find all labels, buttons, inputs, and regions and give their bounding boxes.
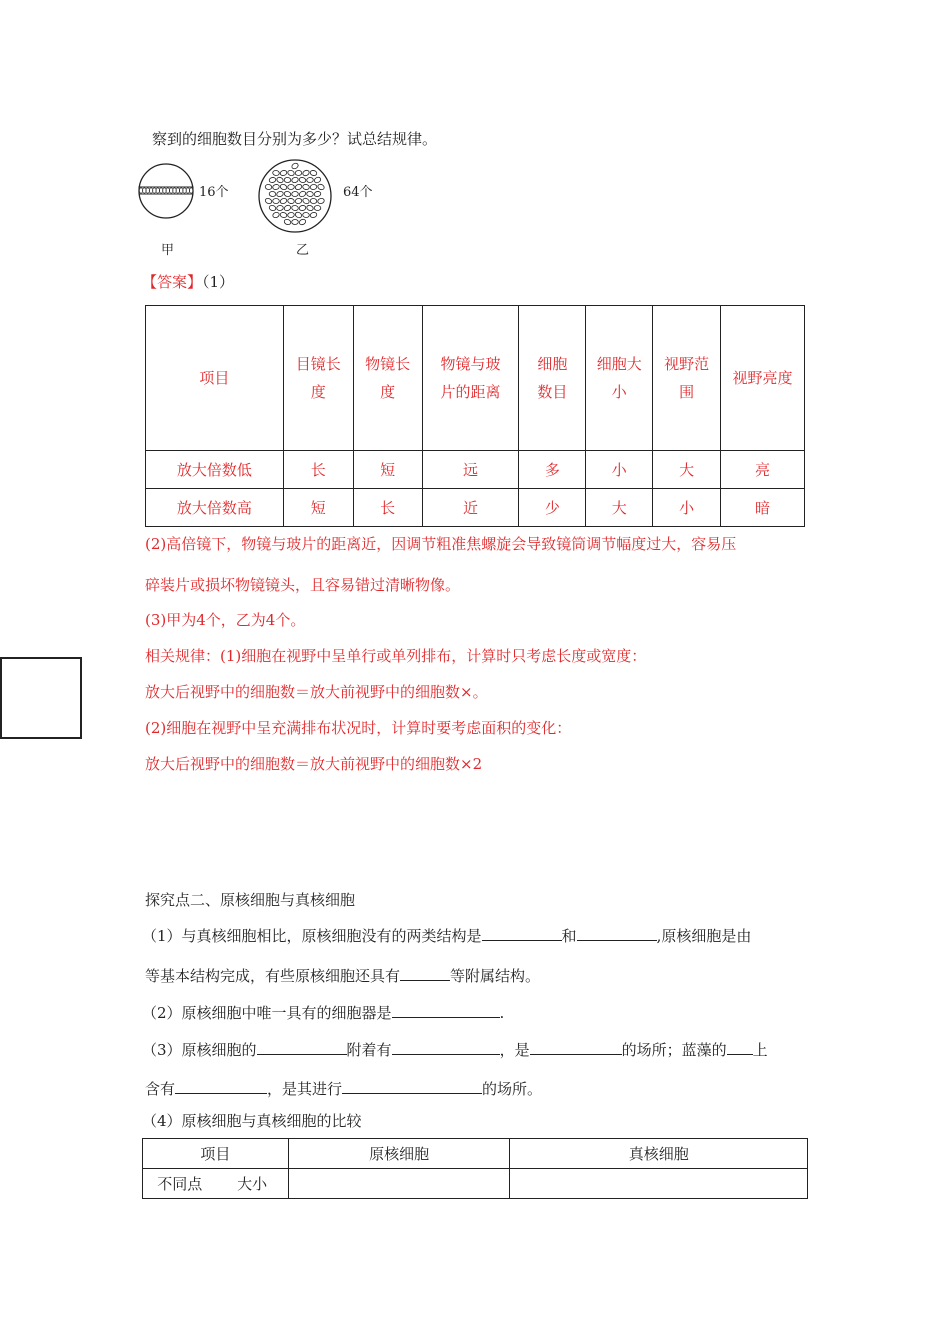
- yi-cell: [310, 170, 317, 176]
- table-cell: 小: [586, 451, 653, 489]
- table-cell: 暗: [721, 489, 805, 527]
- answer-label: 【答案】: [142, 273, 203, 291]
- rule-line2: (2)细胞在视野中呈充满排布状况时，计算时要考虑面积的变化：: [145, 719, 572, 737]
- yi-cell: [298, 218, 306, 225]
- table-cell: 大: [653, 451, 721, 489]
- table-cell: 长: [283, 451, 353, 489]
- question3-line2: [145, 1078, 542, 1099]
- yi-cell: [269, 205, 277, 212]
- yi-cell: [317, 183, 325, 190]
- q1-text-e: 等附属结构。: [450, 967, 541, 985]
- q2-text-b: .: [499, 1004, 505, 1022]
- q3-text-h: 的场所。: [482, 1080, 543, 1098]
- header-text: 小: [611, 383, 627, 401]
- table-header-cell: [586, 306, 653, 451]
- yi-cell: [284, 219, 292, 226]
- header-text: 围: [679, 383, 695, 401]
- yi-cell: [306, 191, 313, 197]
- rule-line2b: 放大后视野中的细胞数＝放大前视野中的细胞数×2: [145, 755, 483, 773]
- yi-cell: [295, 170, 302, 175]
- yi-cell: [265, 184, 272, 190]
- header-text: 度: [310, 383, 326, 401]
- yi-cell: [291, 177, 299, 184]
- q1-text-a: （1）与真核细胞相比，原核细胞没有的两类结构是: [142, 927, 482, 945]
- yi-cell: [310, 184, 317, 190]
- q3-text-b: 附着有: [346, 1041, 392, 1059]
- header-text: 物镜长: [365, 355, 411, 373]
- yi-cell: [269, 177, 276, 183]
- jia-label: 甲: [161, 243, 175, 258]
- q1-text-b: 和: [561, 927, 577, 945]
- header-text: 视野亮度: [732, 369, 793, 387]
- yi-cell: [269, 191, 276, 196]
- table-header-cell: [422, 306, 519, 451]
- section2-title: 探究点二、原核细胞与真核细胞: [145, 891, 356, 909]
- table-cell: 多: [519, 451, 586, 489]
- yi-cell: [280, 212, 288, 219]
- q3-text-a: （3）原核细胞的: [142, 1041, 257, 1059]
- yi-cell: [302, 212, 309, 218]
- answer-heading: [142, 271, 234, 292]
- yi-cell: [317, 198, 325, 205]
- yi-cell: [310, 212, 318, 219]
- yi-cell: [273, 199, 280, 204]
- table-header-cell: [653, 306, 721, 451]
- header-text: 目镜长: [295, 355, 341, 373]
- yi-cell: [283, 204, 291, 211]
- answer-blank[interactable]: [175, 1079, 267, 1094]
- rule-line1: 相关规律：(1)细胞在视野中呈单行或单列排布，计算时只考虑长度或宽度：: [145, 647, 647, 665]
- answer-blank[interactable]: [342, 1079, 482, 1094]
- yi-cell: [272, 211, 280, 218]
- yi-count: 64个: [343, 185, 373, 200]
- q1-text-c: ,原核细胞是由: [656, 927, 752, 945]
- q3-text-d: 的场所；蓝藻的: [621, 1041, 727, 1059]
- yi-cell: [284, 191, 292, 198]
- comparison-cell-difference: 不同点: [143, 1169, 217, 1199]
- yi-cell: [279, 197, 287, 204]
- table-cell: 近: [422, 489, 519, 527]
- header-text: 细胞大: [596, 355, 642, 373]
- row-label-cell: 放大倍数低: [146, 451, 284, 489]
- yi-label: 乙: [296, 243, 310, 258]
- jia-count: 16个: [199, 185, 229, 200]
- comparison-header-eukaryote: 真核细胞: [510, 1139, 808, 1169]
- q3-text-g: ，是其进行: [267, 1080, 343, 1098]
- answer-number: （1）: [202, 273, 235, 291]
- table-cell: 长: [353, 489, 422, 527]
- yi-cell: [287, 169, 295, 176]
- yi-cell: [310, 198, 317, 204]
- yi-cell: [280, 183, 288, 190]
- table-cell: 少: [519, 489, 586, 527]
- answer-part2-line2: 碎装片或损坏物镜镜头，且容易错过清晰物像。: [145, 576, 461, 594]
- q2-text-a: （2）原核细胞中唯一具有的细胞器是: [142, 1004, 392, 1022]
- yi-cell: [287, 198, 295, 204]
- answer-blank[interactable]: [530, 1040, 622, 1055]
- table-row: [146, 451, 805, 489]
- yi-cell: [299, 177, 307, 184]
- comparison-cell-prokaryote[interactable]: [288, 1169, 510, 1199]
- q1-text-d: 等基本结构完成，有些原核细胞还具有: [145, 967, 401, 985]
- table-cell: 亮: [721, 451, 805, 489]
- comparison-cell-size: 大小: [216, 1169, 288, 1199]
- table-cell: 短: [283, 489, 353, 527]
- yi-cell: [276, 191, 284, 198]
- yi-cell: [288, 184, 295, 189]
- answer-blank[interactable]: [400, 966, 450, 981]
- table-header-row: [146, 306, 805, 451]
- comparison-cell-eukaryote[interactable]: [510, 1169, 808, 1199]
- answer-blank[interactable]: [482, 926, 562, 941]
- margin-box: [0, 657, 82, 739]
- yi-cell: [313, 176, 321, 184]
- comparison-row: [143, 1169, 808, 1199]
- answer-part2-line1: (2)高倍镜下，物镜与玻片的距离近，因调节粗准焦螺旋会导致镜筒调节幅度过大，容易压: [145, 535, 737, 553]
- yi-cell: [294, 183, 302, 190]
- yi-cell: [291, 191, 298, 197]
- header-text: 项目: [199, 369, 230, 387]
- table-cell: 大: [586, 489, 653, 527]
- table-row: [146, 489, 805, 527]
- yi-cell: [264, 197, 272, 204]
- header-text: 度: [380, 383, 396, 401]
- header-text: 细胞: [537, 355, 568, 373]
- answer-blank[interactable]: [257, 1040, 347, 1055]
- yi-cell: [291, 205, 298, 211]
- magnification-table: [145, 305, 805, 527]
- question2: [142, 1002, 504, 1023]
- yi-cell: [302, 197, 310, 205]
- table-cell: 小: [653, 489, 721, 527]
- answer-blank[interactable]: [727, 1040, 753, 1055]
- yi-cell: [291, 162, 299, 170]
- table-header-cell: [283, 306, 353, 451]
- answer-part3: (3)甲为4个，乙为4个。: [145, 611, 306, 629]
- question1-line2: [145, 965, 540, 986]
- comparison-header-prokaryote: 原核细胞: [288, 1139, 510, 1169]
- yi-cell: [298, 190, 306, 198]
- yi-cell: [277, 205, 284, 210]
- rule-line1b: 放大后视野中的细胞数＝放大前视野中的细胞数×。: [145, 683, 488, 701]
- header-text: 视野范: [664, 355, 710, 373]
- yi-cell: [299, 205, 307, 211]
- yi-cell: [280, 170, 288, 177]
- yi-cell: [276, 176, 284, 183]
- yi-cell: [306, 177, 313, 183]
- yi-cell-cluster: [264, 162, 325, 226]
- yi-cell: [295, 198, 302, 204]
- yi-cell: [314, 205, 321, 210]
- table-header-cell: [146, 306, 284, 451]
- table-header-cell: [353, 306, 422, 451]
- question1-line1: [142, 925, 751, 946]
- table-cell: 短: [353, 451, 422, 489]
- answer-blank[interactable]: [392, 1040, 500, 1055]
- yi-cell: [306, 204, 314, 211]
- intro-line: 察到的细胞数目分别为多少？试总结规律。: [152, 130, 438, 148]
- table-header-cell: [519, 306, 586, 451]
- yi-cell: [302, 169, 310, 176]
- comparison-header-item: 项目: [143, 1139, 289, 1169]
- yi-cell: [272, 184, 280, 191]
- yi-cell: [302, 184, 310, 190]
- comparison-table: [142, 1138, 808, 1199]
- question4: （4）原核细胞与真核细胞的比较: [142, 1112, 362, 1130]
- table-header-cell: [721, 306, 805, 451]
- question3-line1: [142, 1039, 768, 1060]
- q3-text-f: 含有: [145, 1080, 176, 1098]
- q3-text-e: 上: [752, 1041, 768, 1059]
- yi-cell: [272, 170, 279, 176]
- jia-cell-row: [139, 187, 193, 194]
- header-text: 数目: [537, 383, 568, 401]
- yi-cell: [292, 219, 299, 224]
- comparison-header-row: [143, 1139, 808, 1169]
- q3-text-c: ，是: [499, 1041, 530, 1059]
- header-text: 片的距离: [440, 383, 501, 401]
- table-cell: 远: [422, 451, 519, 489]
- yi-cell: [294, 211, 302, 219]
- header-text: 物镜与玻: [440, 355, 501, 373]
- answer-blank[interactable]: [392, 1003, 500, 1018]
- yi-cell: [314, 191, 322, 197]
- row-label-cell: 放大倍数高: [146, 489, 284, 527]
- answer-blank[interactable]: [577, 926, 657, 941]
- yi-cell: [284, 177, 291, 182]
- yi-cell: [287, 212, 294, 218]
